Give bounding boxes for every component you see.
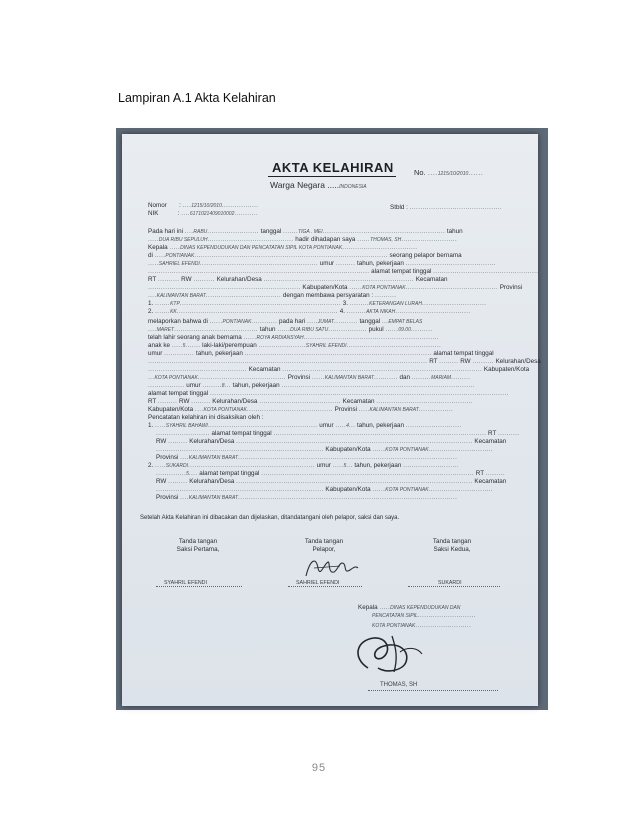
umur3-value: 8 [221,383,225,389]
lahir-text: telah lahir seorang anak bernama [148,334,242,341]
saksi1-alamat-label: alamat tempat tinggal [211,430,272,437]
hadir-text: hadir dihadapan saya [295,236,356,243]
umur2-text: umur [148,350,163,357]
req3-value: KETERANGAN LURAH [369,301,422,307]
ibu-value: MARIAM [431,375,452,381]
pada-hari-label-2: pada hari [278,318,306,325]
alamat-label: alamat tempat tinggal [371,268,432,275]
provinsi3-value: KALIMANTAN BARAT [369,407,419,413]
nationality-label: Warga Negara ..... [270,180,340,190]
no-value: 1215/10/2010 [437,171,469,177]
birth-certificate-photo [116,128,548,710]
req2-value: KK [170,309,177,315]
req1-value: KTP [170,301,180,307]
kepala-label: Kepala [148,244,168,251]
kabkota3-label: Kabupaten/Kota [148,406,194,413]
closing-text: Setelah Akta Kelahiran ini dibacakan dan dijelaskan, ditandatangani oleh pelapor, saksi dan saya. [140,515,400,521]
saksi2-alamat-line: ..............5.... alamat tempat tinggal ................................................................................................... RT ......... [156,470,506,477]
saksi1-kabkota-label: Kabupaten/Kota [325,446,371,453]
saksi1-no: 1. [148,422,154,429]
lahir-line: telah lahir seorang anak bernama ......ROYA ARDIANSYAH............................................................... [148,334,440,341]
anak-ke-value: 5 [182,343,186,349]
di-line: di .....PONTIANAK.......................................................................................... seorang pelapor bernama [148,252,462,259]
melaporkan-line: melaporkan bahwa di ......PONTIANAK............ pada hari .....JUMAT........... tanggal ...EMPAT BELAS [148,318,423,325]
req2-no: 2. [148,308,154,315]
tanggal-label: tanggal [260,228,282,235]
nik-label: NIK [148,210,159,217]
saya-value: THOMAS, SH [370,237,402,243]
rw3-label: RW [179,398,190,405]
rw-label: RW [181,276,192,283]
pada-hari-label: Pada hari ini [148,228,184,235]
saksi1-line: 1. .....SYAHRIL BAHAWI................................................... umur .....4... tahun, pekerjaan .......................... [148,422,462,429]
sig1-name: SYAHRIL EFENDI [164,580,207,586]
pukul-label: pukul [368,326,384,333]
official-signature-icon [348,628,428,682]
pada-hari-line: Pada hari ini ....RABU........................ tanggal .......TIGA . MEI......................................................... tahun [148,228,463,235]
nik-value: 6171021409010002 [189,211,235,217]
anak-value: ROYA ARDIANSYAH [256,335,304,341]
pelapor-value: SAHRIEL EFENDI [158,261,200,267]
saksi1-prov-line: Provinsi ....KALIMANTAN BARAT...................................................................................................... [156,454,458,461]
pelapor-text: seorang pelapor bernama [389,252,462,259]
sig2-title: Tanda tangan [304,538,344,545]
tahun-pekerjaan: tahun, pekerjaan [356,260,404,267]
stbld-line: Stbld : ........................................... [390,204,503,211]
saksi2-kabkota-label: Kabupaten/Kota [325,486,371,493]
sig3-role: Saksi Kedua, [433,546,471,553]
certificate-number: No. ....1215/10/2010...... [414,168,484,177]
sig2-role: Pelapor, [312,546,336,553]
page-number: 95 [311,762,327,774]
saksi1-value: SYAHRIL BAHAWI [165,423,208,429]
saksi2-umur-label: umur [316,462,331,469]
umur2-line: umur .............. tahun, pekerjaan ....................................................................................... alamat tempat tinggal [148,350,494,357]
kota2-value: KOTA PONTIANAK [154,375,198,381]
saksi2-alamat-val: 5 [186,471,189,477]
saksi2-prov-line: Provinsi ....KALIMANTAN BARAT...................................................................................................... [156,494,458,501]
official-line [368,690,498,691]
title-underline [268,176,396,177]
closing-line [140,514,530,522]
saksi1-umur-value: 4 [346,423,349,429]
sig1-line [156,586,242,587]
kabkota-line: ....................................................................... Kabupaten/Kota ......KOTA PONTIANAK........................................... Provinsi [148,284,523,291]
rt2-label: RT [429,358,438,365]
dari-value: SYAHRIL EFENDI [305,343,347,349]
sig1-role: Saksi Pertama, [176,546,220,553]
saksi2-kec-label: Kecamatan [474,478,507,485]
kota3-value: KOTA PONTIANAK [203,407,247,413]
umur-label: umur [319,260,335,267]
saksi2-alamat-label: alamat tempat tinggal [199,470,260,477]
pelapor-line: .....SAHRIEL EFENDI....................................................... umur ......... tahun, pekerjaan .......................................... [148,260,496,267]
official-name: THOMAS, SH [380,682,418,688]
saksi1-kec-label: Kecamatan [474,438,507,445]
signature-witness-1 [160,538,236,554]
sig3-line [408,586,500,587]
kabkota-label: Kabupaten/Kota [302,284,348,291]
kelurahan-label: Kelurahan/Desa [216,276,262,283]
tanggal-label-2: tanggal [359,318,381,325]
kecamatan-label: Kecamatan [415,276,448,283]
kabkota3-line: Kabupaten/Kota ....KOTA PONTIANAK........................................ Provinsi .....KALIMANTAN BARAT................ [148,406,454,413]
rt-label: RT [148,276,157,283]
rt3-label: RT [148,398,157,405]
kota-value: KOTA PONTIANAK [362,285,406,291]
alamat3-label: alamat tempat tinggal [148,390,209,397]
persyaratan-text: dengan membawa persyaratan : [282,292,374,299]
tahun-pekerjaan-3: tahun, pekerjaan [232,382,280,389]
kepala-line: Kepala .....DINAS KEPENDUDUKAN DAN PENCATATAN SIPIL KOTA PONTIANAK................................... [148,244,418,251]
saksi2-pekerjaan: tahun, pekerjaan [354,462,402,469]
tahun-pekerjaan-2: tahun, pekerjaan [195,350,243,357]
req4-value: AKTA NIKAH [366,309,396,315]
provinsi3-label: Provinsi [334,406,358,413]
provinsi-label: Provinsi [499,284,523,291]
saksi1-kota-line: .............................................................................. Kabupaten/Kota ......KOTA PONTIANAK.............................. [156,446,494,453]
certificate-subtitle [270,180,367,190]
sig3-title: Tanda tangan [432,538,472,545]
saksi1-kota-value: KOTA PONTIANAK [385,447,429,453]
saksi1-prov-value: KALIMANTAN BARAT [188,455,239,461]
saksi2-kota-line: .............................................................................. Kabupaten/Kota ......KOTA PONTIANAK.............................. [156,486,494,493]
saksi2-prov-value: KALIMANTAN BARAT [188,495,239,501]
reporter-signature-icon [300,554,360,582]
saksi2-rw-line: RW ......... Kelurahan/Desa .............................................................................................................. Kecamatan [156,478,507,485]
saksi2-value: SUKARDI [165,463,188,469]
sig3-name: SUKARDI [438,580,462,586]
stbld-label: Stbld : [390,204,408,211]
saksi2-prov-label: Provinsi [156,494,179,501]
pencatatan-line [148,414,512,422]
official-dept2-line: PENCATATAN SIPIL........................... [372,612,476,619]
saksi1-pekerjaan: tahun, pekerjaan [357,422,404,429]
tanggal-value: TIGA . MEI [298,229,323,235]
kelurahan3-label: Kelurahan/Desa [212,398,258,405]
saksi2-line: 2. .....SUKARDI........................................................... umur .....5... tahun, pekerjaan .......................... [148,462,459,469]
req3-no: 3. [342,300,349,307]
pukul-value: 09.00 [398,327,411,333]
saksi1-prov-label: Provinsi [156,454,179,461]
alamat3-line: alamat tempat tinggal ........................................................................................................................................... [148,390,509,397]
saksi1-alamat-line: ......................... alamat tempat tinggal ................................................................................................... RT .......... [156,430,520,437]
provinsi2-line: ...KOTA PONTIANAK......................................... Provinsi ......KALIMANTAN BARAT........... dan .........MARIAM......... [148,374,471,381]
dan-label: dan [399,374,410,381]
umur3-label: umur [186,382,201,389]
di-label: di [148,252,153,259]
rt3-line: RT ......... RW ......... Kelurahan/Desa ...................................... Kecamatan ............................................. [148,398,473,405]
nomor-value: 1215/10/2010 [191,203,222,209]
bulan-value: MARET [156,327,175,333]
birth-certificate [122,134,543,706]
nomor-label: Nomor [148,202,167,209]
kel-desa-label: Kelurahan/Desa [495,358,541,365]
hari-value: RABU [193,229,208,235]
req1-no: 1. [148,300,154,307]
saksi1-rt-label: RT [488,430,497,437]
di-value: PONTIANAK [165,253,195,259]
official-dept2: PENCATATAN SIPIL [372,613,418,619]
certificate-title: AKTA KELAHIRAN [272,160,394,175]
saksi1-rw-label: RW [156,438,167,445]
kepala-value: DINAS KEPENDUDUKAN DAN PENCATATAN SIPIL KOTA PONTIANAK [180,245,343,251]
provinsi2-value: KALIMANTAN BARAT [324,375,375,381]
provinsi-line: ....KALIMANTAN BARAT................................... dengan membawa persyaratan : .......... [148,292,397,299]
saksi2-no: 2. [148,462,154,469]
kecamatan3-label: Kecamatan [342,398,375,405]
tanggal2-value: EMPAT BELAS [388,319,423,325]
requirements-line-2: 2. .......KK........................................................................... 4. .........AKTA NIKAH................................... [148,308,471,315]
req4-no: 4. [339,308,345,315]
saksi1-kel-label: Kelurahan/Desa [189,438,235,445]
alamat-line: ....................................................................................................... alamat tempat tinggal ................................................... [148,268,543,275]
provinsi-value: KALIMANTAN BARAT [156,293,206,299]
nationality-value: INDONESIA [339,184,367,190]
tahun-value: DUA RIBU SEPULUH [158,237,208,243]
pencatatan-text: Pencatatan kelahiran ini disaksikan oleh : [148,414,264,421]
anak-ke-label: anak ke [148,342,171,349]
official-kepala-line: Kepala .....DINAS KEPENDUDUKAN DAN [358,604,461,611]
sig2-line [288,586,362,587]
anak-ke-line: anak ke .....5....... laki-laki/perempuan ......................SYAHRIL EFENDI............................................ [148,342,442,349]
saksi2-umur-value: 5 [343,463,347,469]
official-city-line: KOTA PONTIANAK.......................... [372,622,472,629]
rt2-line: .................................................................................................................................. RT ......... RW .......... Kelurahan/Desa [148,358,541,365]
signature-witness-2 [414,538,490,554]
tahun2-value: DUA RIBU SATU [290,327,329,333]
melaporkan-value: PONTIANAK [222,319,252,325]
kabkota2-label: Kabupaten/Kota [483,366,530,373]
melaporkan-text: melaporkan bahwa di [148,318,208,325]
tahun2-label: tahun [259,326,276,333]
kecamatan2-label: Kecamatan [248,366,281,373]
kecamatan2-line: .............................................. Kecamatan ............................................................................................. Kabupaten/Kota [148,366,530,373]
saksi1-umur-label: umur [319,422,334,429]
official-kepala: Kepala [358,604,378,611]
official-dept1: DINAS KEPENDUDUKAN DAN [390,605,461,611]
jk-text: laki-laki/perempuan [202,342,257,349]
official-city: KOTA PONTIANAK [372,623,416,629]
saksi2-kota-value: KOTA PONTIANAK [385,487,429,493]
alamat2-label: alamat tempat tinggal [433,350,494,357]
umur3-line: ................. umur .........8... tahun, pekerjaan .......................................................................................... [148,382,475,389]
saksi1-rw-line: RW ......... Kelurahan/Desa .............................................................................................................. Kecamatan [156,438,507,445]
signature-reporter [286,538,362,554]
saksi2-rt-label: RT [475,470,484,477]
requirements-line-1: 1. .......KTP........................................................................... 3. .........KETERANGAN LURAH.............................. [148,300,487,307]
rt-line: RT .......... RW .......... Kelurahan/Desa ...................................................................... Kecamatan [148,276,448,283]
page-caption: Lampiran A.1 Akta Kelahiran [118,91,276,105]
sig1-title: Tanda tangan [178,538,218,545]
no-label: No. [414,168,426,177]
saksi2-rw-label: RW [156,478,167,485]
nomor-line: Nomor : ....1215/10/2010................. [148,202,259,209]
bulan-line: ....MARET....................................... tahun ......DUA RIBU SATU.................. pukul ......09.00.......... [148,326,433,333]
pada-hari-value: JUMAT [317,319,335,325]
tahun-line: .....DUA RIBU SEPULUH........................................ hadir dihadapan saya ......THOMAS, SH.......................... [148,236,458,243]
provinsi2-label: Provinsi [287,374,311,381]
sig2-name: SAHRIEL EFENDI [296,580,340,586]
rw2-label: RW [460,358,471,365]
saksi2-kel-label: Kelurahan/Desa [189,478,235,485]
nik-line: NIK : ....6171021409010002........... [148,210,259,217]
tahun-label: tahun [446,228,463,235]
